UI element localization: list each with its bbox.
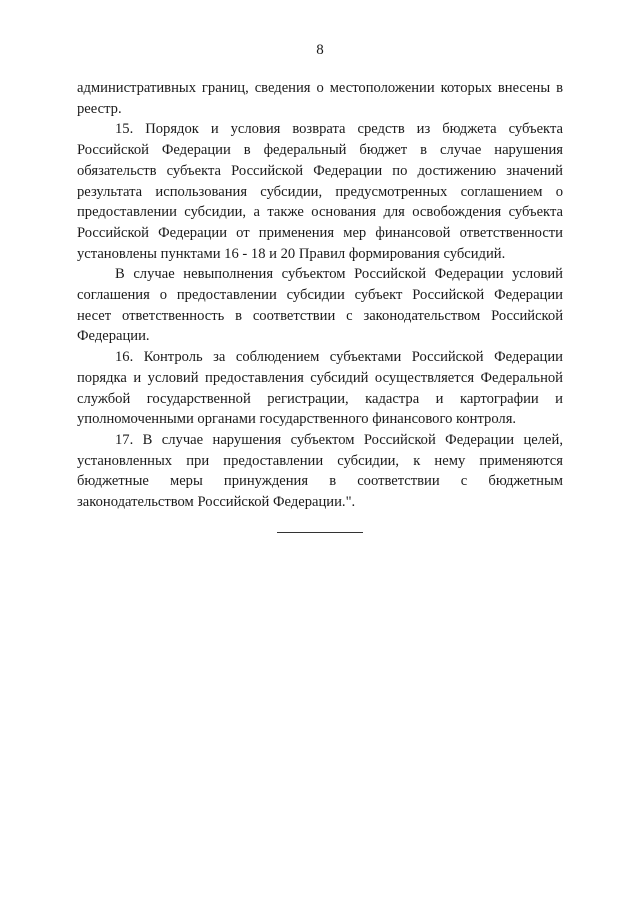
paragraph-noncompliance: В случае невыполнения субъектом Российской Федерации условий соглашения о предоставлении субсидии субъект Российской Федерации несет ответственность в соответствии с законодательством Российской Федерации.: [77, 266, 563, 345]
document-body: [77, 78, 563, 513]
paragraph-item-17: 17. В случае нарушения субъектом Российской Федерации целей, установленных при предоставлении субсидии, к нему применяются бюджетные меры принуждения в соответствии с бюджетным законодательством Российской Федерации.".: [77, 431, 563, 511]
paragraph-continuation: административных границ, сведения о местоположении которых внесены в реестр.: [77, 80, 563, 117]
page-number: 8: [316, 42, 324, 58]
paragraph-item-16: 16. Контроль за соблюдением субъектами Российской Федерации порядка и условий предоставления субсидий осуществляется Федеральной службой государственной регистрации, кадастра и картографии и уполномоченными органами государственного финансового контроля.: [77, 349, 563, 428]
paragraph-item-15: 15. Порядок и условия возврата средств из бюджета субъекта Российской Федерации в федеральный бюджет в случае нарушения обязательств субъекта Российской Федерации по достижению значений результата использования субсидии, предусмотренных соглашением о предоставлении субсидии, а также основания для освобождения субъекта Российской Федерации от применения мер финансовой ответственности установлены пунктами 16 - 18 и 20 Правил формирования субсидий.: [77, 121, 563, 262]
end-of-document-rule: [277, 532, 363, 533]
